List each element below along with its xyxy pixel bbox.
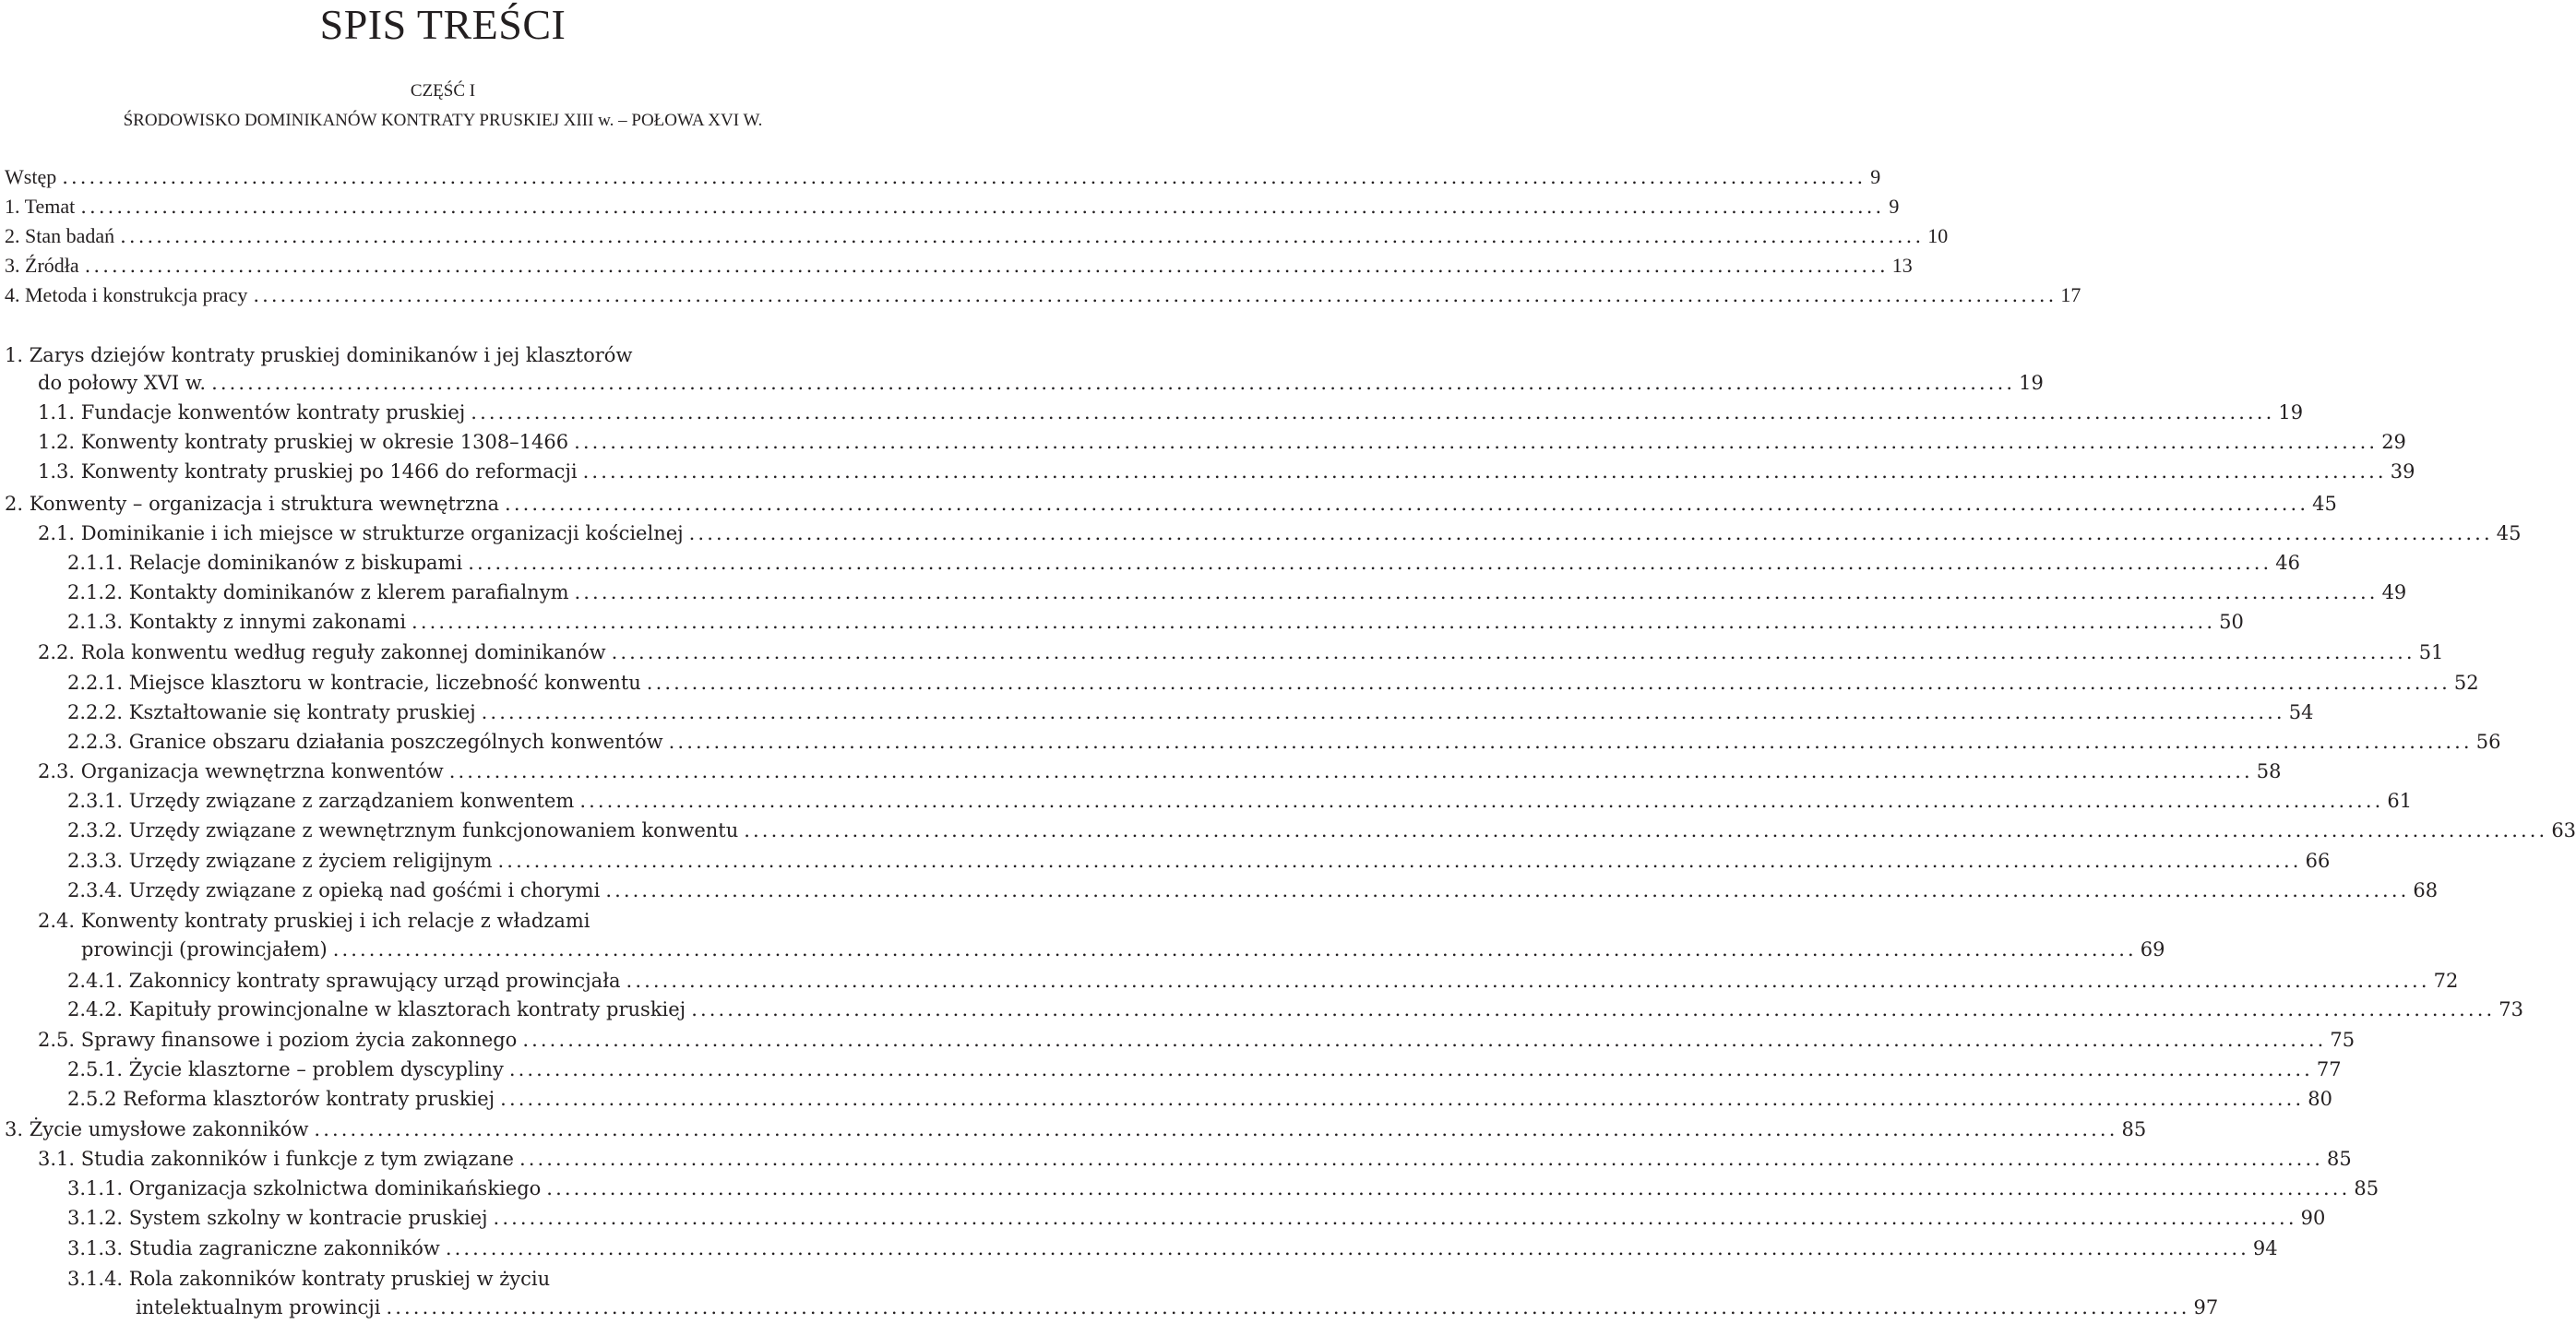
toc-leader-dots: ........................................................................................................................................................................................................ [574, 431, 2379, 453]
toc-entry-page: 85 [2327, 1148, 2352, 1170]
toc-entry [67, 698, 2314, 727]
part-title: ŚRODOWISKO DOMINIKANÓW KONTRATY PRUSKIEJ XIII w. – POŁOWA XVI W. [123, 111, 763, 130]
toc-leader-dots: ........................................................................................................................................................................................................ [668, 731, 2473, 753]
toc-entry [38, 368, 2044, 398]
toc-entry-page: 69 [2140, 938, 2165, 960]
toc-entry [67, 1203, 2326, 1233]
toc-entry-page: 80 [2308, 1088, 2332, 1110]
toc-leader-dots: ........................................................................................................................................................................................................ [691, 998, 2496, 1020]
toc-entry-page: 58 [2256, 760, 2282, 782]
toc-entry [5, 221, 1949, 251]
toc-entry-label: 2.2.2. Kształtowanie się kontraty pruskiej [67, 701, 476, 723]
toc-leader-dots: ........................................................................................................................................................................................................ [84, 255, 1889, 277]
toc-leader-dots: ........................................................................................................................................................................................................ [80, 196, 1885, 218]
part-label: CZĘŚĆ I [410, 81, 476, 101]
toc-leader-dots: ........................................................................................................................................................................................................ [493, 1207, 2297, 1229]
toc-entry [67, 1174, 2379, 1203]
toc-leader-dots: ........................................................................................................................................................................................................ [448, 760, 2253, 782]
toc-entry-label: 2.1.2. Kontakty dominikanów z klerem parafialnym [67, 581, 569, 603]
toc-entry-page: 77 [2316, 1058, 2342, 1080]
toc-entry-page: 51 [2418, 641, 2444, 663]
toc-entry-label: 2. Stan badań [5, 224, 115, 247]
toc-leader-dots: ........................................................................................................................................................................................................ [582, 460, 2387, 483]
toc-entry [67, 1264, 879, 1294]
toc-entry [67, 578, 2407, 607]
toc-entry-page: 13 [1891, 254, 1913, 277]
toc-entry-page: 45 [2312, 493, 2337, 515]
toc-leader-dots: ........................................................................................................................................................................................................ [519, 1148, 2324, 1170]
toc-entry-label: 2.1.3. Kontakty z innymi zakonami [67, 611, 407, 633]
toc-entry-label: 2.3. Organizacja wewnętrzna konwentów [38, 760, 444, 782]
toc-entry-label: 3.1.4. Rola zakonników kontraty pruskiej w życiu [67, 1268, 551, 1290]
toc-entry [5, 251, 1913, 280]
toc-entry-page: 49 [2381, 581, 2407, 603]
toc-entry [67, 966, 2459, 996]
toc-entry [38, 906, 879, 936]
toc-entry-page: 85 [2354, 1177, 2379, 1199]
toc-entry-label: 2.1.1. Relacje dominikanów z biskupami [67, 552, 463, 574]
toc-entry-label: 1. Temat [5, 195, 76, 218]
toc-entry [67, 668, 2479, 698]
toc-entry-page: 66 [2305, 850, 2331, 872]
toc-entry-label: 3.1.1. Organizacja szkolnictwa dominikańskiego [67, 1177, 542, 1199]
toc-leader-dots: ........................................................................................................................................................................................................ [62, 166, 1866, 188]
toc-entry-page: 45 [2496, 522, 2522, 544]
toc-leader-dots: ........................................................................................................................................................................................................ [500, 1088, 2305, 1110]
toc-entry-label: 4. Metoda i konstrukcja pracy [5, 283, 248, 306]
toc-leader-dots: ........................................................................................................................................................................................................ [411, 611, 2216, 633]
toc-entry-page: 61 [2387, 790, 2413, 812]
toc-leader-dots: ........................................................................................................................................................................................................ [497, 850, 2302, 872]
toc-entry-label: 2.3.2. Urzędy związane z wewnętrznym funkcjonowaniem konwentu [67, 819, 739, 841]
toc-leader-dots: ........................................................................................................................................................................................................ [744, 819, 2548, 841]
toc-entry-label: 2.4.1. Zakonnicy kontraty sprawujący urząd prowincjała [67, 970, 621, 992]
toc-entry [67, 727, 2501, 757]
toc-entry [67, 876, 2439, 905]
toc-entry-label: 3.1. Studia zakonników i funkcje z tym związane [38, 1148, 514, 1170]
toc-entry-label: 3.1.2. System szkolny w kontracie pruskiej [67, 1207, 488, 1229]
toc-entry-label: 2.4.2. Kapituły prowincjonalne w klasztorach kontraty pruskiej [67, 998, 686, 1020]
toc-entry-page: 73 [2498, 998, 2523, 1020]
toc-entry-label: 2.4. Konwenty kontraty pruskiej i ich relacje z władzami [38, 910, 590, 932]
toc-entry [5, 340, 879, 370]
toc-entry-page: 17 [2060, 283, 2081, 306]
toc-entry [5, 1115, 2147, 1144]
toc-leader-dots: ........................................................................................................................................................................................................ [579, 790, 2384, 812]
toc-entry [67, 1055, 2342, 1084]
toc-leader-dots: ........................................................................................................................................................................................................ [688, 522, 2493, 544]
toc-entry-page: 68 [2413, 879, 2439, 901]
toc-entry-label: 2.3.1. Urzędy związane z zarządzaniem konwentem [67, 790, 575, 812]
toc-entry-page: 29 [2381, 431, 2406, 453]
toc-entry-page: 9 [1870, 165, 1881, 188]
toc-entry-label: 2.5.1. Życie klasztorne – problem dyscypliny [67, 1058, 504, 1080]
toc-entry-page: 94 [2252, 1237, 2278, 1259]
toc-entry [136, 1293, 2219, 1322]
toc-entry [67, 1084, 2332, 1114]
toc-entry-label: 2.2. Rola konwentu według reguły zakonnej dominikanów [38, 641, 606, 663]
toc-entry-label: 3.1.3. Studia zagraniczne zakonników [67, 1237, 440, 1259]
toc-entry [5, 489, 2337, 519]
toc-entry [38, 1025, 2355, 1055]
toc-entry [38, 398, 2304, 427]
toc-entry-label: do połowy XVI w. [38, 372, 207, 394]
toc-entry-page: 39 [2390, 460, 2415, 483]
toc-entry-page: 50 [2219, 611, 2244, 633]
toc-entry [67, 1234, 2278, 1263]
toc-entry-label: intelektualnym prowincji [136, 1296, 381, 1318]
toc-entry [67, 548, 2300, 578]
toc-entry-label: 2.5. Sprawy finansowe i poziom życia zakonnego [38, 1029, 518, 1051]
toc-leader-dots: ........................................................................................................................................................................................................ [120, 225, 1925, 247]
toc-entry [5, 162, 1881, 192]
toc-entry-page: 19 [2278, 401, 2304, 423]
toc-entry-page: 72 [2433, 970, 2459, 992]
toc-entry-page: 63 [2551, 819, 2576, 841]
toc-entry-page: 54 [2288, 701, 2314, 723]
toc-entry [67, 786, 2413, 816]
toc-leader-dots: ........................................................................................................................................................................................................ [314, 1118, 2118, 1140]
toc-entry-label: 1. Zarys dziejów kontraty pruskiej dominikanów i jej klasztorów [5, 344, 633, 366]
toc-entry-label: 1.1. Fundacje konwentów kontraty pruskiej [38, 401, 466, 423]
toc-leader-dots: ........................................................................................................................................................................................................ [574, 581, 2379, 603]
toc-entry-label: 2.2.3. Granice obszaru działania poszczególnych konwentów [67, 731, 663, 753]
toc-leader-dots: ........................................................................................................................................................................................................ [211, 372, 2016, 394]
toc-leader-dots: ........................................................................................................................................................................................................ [481, 701, 2285, 723]
toc-entry-label: 1.2. Konwenty kontraty pruskiej w okresie 1308–1466 [38, 431, 569, 453]
toc-leader-dots: ........................................................................................................................................................................................................ [332, 938, 2137, 960]
toc-entry-page: 9 [1889, 195, 1900, 218]
toc-entry-page: 56 [2475, 731, 2501, 753]
toc-entry-label: 2.3.3. Urzędy związane z życiem religijnym [67, 850, 493, 872]
toc-entry-page: 19 [2019, 372, 2044, 394]
toc-leader-dots: ........................................................................................................................................................................................................ [508, 1058, 2313, 1080]
toc-leader-dots: ........................................................................................................................................................................................................ [522, 1029, 2327, 1051]
toc-entry-page: 90 [2300, 1207, 2326, 1229]
toc-leader-dots: ........................................................................................................................................................................................................ [626, 970, 2430, 992]
toc-leader-dots: ........................................................................................................................................................................................................ [605, 879, 2410, 901]
toc-entry [67, 995, 2523, 1024]
toc-entry [38, 457, 2415, 486]
toc-leader-dots: ........................................................................................................................................................................................................ [445, 1237, 2249, 1259]
toc-entry [38, 519, 2522, 548]
toc-entry-label: 3. Życie umysłowe zakonników [5, 1118, 309, 1140]
toc-entry [38, 638, 2444, 667]
toc-entry-label: 2.3.4. Urzędy związane z opieką nad gośćmi i chorymi [67, 879, 601, 901]
toc-entry-page: 10 [1927, 224, 1949, 247]
toc-entry-page: 75 [2330, 1029, 2355, 1051]
toc-entry-label: 2.2.1. Miejsce klasztoru w kontracie, liczebność konwentu [67, 672, 641, 694]
toc-leader-dots: ........................................................................................................................................................................................................ [253, 284, 2057, 306]
toc-entry-label: prowincji (prowincjałem) [81, 938, 328, 960]
toc-entry-page: 97 [2193, 1296, 2219, 1318]
toc-leader-dots: ........................................................................................................................................................................................................ [646, 672, 2451, 694]
toc-leader-dots: ........................................................................................................................................................................................................ [468, 552, 2272, 574]
toc-entry [81, 935, 2165, 964]
toc-entry-page: 85 [2121, 1118, 2147, 1140]
toc-leader-dots: ........................................................................................................................................................................................................ [505, 493, 2309, 515]
toc-entry [67, 607, 2244, 637]
toc-leader-dots: ........................................................................................................................................................................................................ [471, 401, 2275, 423]
toc-entry [38, 1144, 2352, 1174]
toc-entry [67, 846, 2331, 876]
toc-entry [38, 427, 2406, 457]
toc-entry-label: 2.1. Dominikanie i ich miejsce w strukturze organizacji kościelnej [38, 522, 684, 544]
toc-entry-label: 2. Konwenty – organizacja i struktura wewnętrzna [5, 493, 500, 515]
toc-entry-label: 3. Źródła [5, 254, 79, 277]
toc-entry [67, 816, 2576, 845]
toc-entry-label: 2.5.2 Reforma klasztorów kontraty pruskiej [67, 1088, 495, 1110]
toc-leader-dots: ........................................................................................................................................................................................................ [386, 1296, 2190, 1318]
page-title: SPIS TREŚCI [319, 1, 566, 48]
toc-leader-dots: ........................................................................................................................................................................................................ [546, 1177, 2351, 1199]
toc-entry-page: 46 [2275, 552, 2300, 574]
toc-entry [38, 757, 2282, 786]
toc-entry [5, 192, 1900, 221]
toc-entry-label: 1.3. Konwenty kontraty pruskiej po 1466 do reformacji [38, 460, 578, 483]
toc-entry-page: 52 [2453, 672, 2479, 694]
toc-entry [5, 280, 2081, 310]
toc-entry-label: Wstęp [5, 165, 57, 188]
toc-leader-dots: ........................................................................................................................................................................................................ [611, 641, 2415, 663]
